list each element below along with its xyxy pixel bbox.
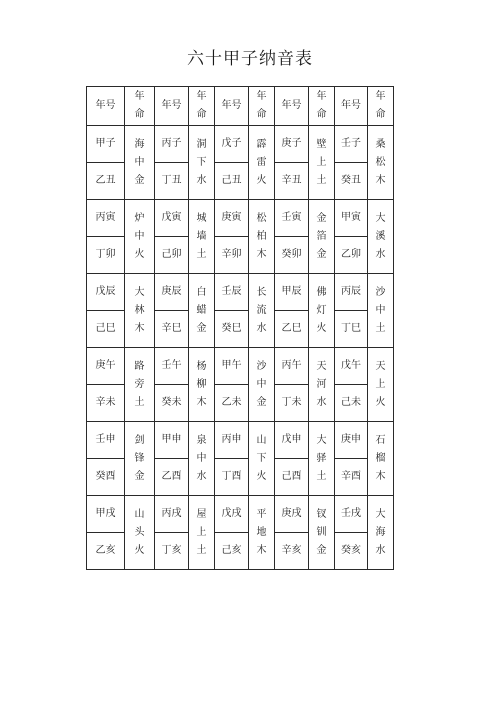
year-cell: 戊寅 [155,200,189,237]
year-cell: 庚午 [87,348,125,385]
year-cell: 己亥 [215,533,249,570]
year-cell: 丙午 [275,348,309,385]
year-cell: 己丑 [215,163,249,200]
year-cell: 甲寅 [335,200,368,237]
fate-label: 天上火 [375,360,386,408]
year-cell: 壬申 [87,422,125,459]
fate-cell [189,200,215,274]
year-cell: 癸卯 [275,237,309,274]
table-row [87,348,394,385]
header-nianming [309,87,335,126]
header-label: 年号 [281,100,302,111]
header-label: 年号 [161,100,182,111]
fate-label: 松柏木 [256,212,267,260]
year-cell: 庚子 [275,126,309,163]
year-cell: 戊戌 [215,496,249,533]
header-label: 年命 [196,91,207,120]
year-cell: 辛亥 [275,533,309,570]
fate-label: 杨柳木 [196,360,207,408]
fate-cell [368,200,394,274]
year-cell: 乙亥 [87,533,125,570]
page-title: 六十甲子纳音表 [187,49,313,69]
fate-label: 大溪水 [375,212,386,260]
header-nianhao [215,87,249,126]
fate-cell [189,496,215,570]
fate-cell [368,496,394,570]
fate-cell [309,348,335,422]
fate-cell [189,422,215,496]
table-row [87,496,394,533]
year-cell: 辛酉 [335,459,368,496]
fate-label: 城墙土 [196,212,207,260]
fate-label: 大海水 [375,508,386,556]
fate-label: 洞下水 [196,138,207,186]
table-row [87,422,394,459]
fate-label: 钗钏金 [316,508,327,556]
fate-cell [125,348,155,422]
year-cell: 乙酉 [155,459,189,496]
fate-label: 路旁土 [134,360,145,408]
year-cell: 丁丑 [155,163,189,200]
year-cell: 己未 [335,385,368,422]
header-label: 年号 [95,100,116,111]
table-row [87,274,394,311]
fate-label: 大林木 [134,286,145,334]
fate-label: 桑松木 [375,138,386,186]
year-cell: 丙寅 [87,200,125,237]
year-cell: 甲子 [87,126,125,163]
fate-cell [189,126,215,200]
year-cell: 壬辰 [215,274,249,311]
fate-cell [125,200,155,274]
year-cell: 癸未 [155,385,189,422]
year-cell: 丙子 [155,126,189,163]
fate-cell [125,496,155,570]
year-cell: 丁未 [275,385,309,422]
year-cell: 戊辰 [87,274,125,311]
fate-cell [249,126,275,200]
fate-cell [125,274,155,348]
year-cell: 壬戌 [335,496,368,533]
fate-label: 佛灯火 [316,286,327,334]
fate-cell [309,126,335,200]
header-nianhao [335,87,368,126]
year-cell: 辛巳 [155,311,189,348]
year-cell: 壬子 [335,126,368,163]
year-cell: 乙丑 [87,163,125,200]
year-cell: 丁酉 [215,459,249,496]
year-cell: 甲申 [155,422,189,459]
year-cell: 甲辰 [275,274,309,311]
year-cell: 庚辰 [155,274,189,311]
year-cell: 戊午 [335,348,368,385]
year-cell: 癸酉 [87,459,125,496]
year-cell: 壬寅 [275,200,309,237]
year-cell: 庚戌 [275,496,309,533]
fate-cell [309,200,335,274]
fate-cell [125,422,155,496]
header-nianming [125,87,155,126]
fate-label: 长流水 [256,286,267,334]
fate-cell [125,126,155,200]
year-cell: 辛未 [87,385,125,422]
fate-label: 屋上土 [196,508,207,556]
fate-cell [249,496,275,570]
year-cell: 己卯 [155,237,189,274]
header-nianming [189,87,215,126]
fate-label: 大驿土 [316,434,327,482]
fate-label: 白蜡金 [196,286,207,334]
fate-cell [249,274,275,348]
year-cell: 壬午 [155,348,189,385]
year-cell: 丁巳 [335,311,368,348]
header-label: 年命 [134,91,145,120]
year-cell: 辛卯 [215,237,249,274]
fate-cell [368,126,394,200]
fate-cell [309,422,335,496]
header-nianhao [155,87,189,126]
fate-label: 壁上土 [316,138,327,186]
header-row [87,87,394,126]
header-label: 年号 [221,100,242,111]
fate-label: 海中金 [134,138,145,186]
fate-label: 剑锋金 [134,434,145,482]
header-nianhao [275,87,309,126]
year-cell: 丙辰 [335,274,368,311]
fate-label: 山下火 [256,434,267,482]
year-cell: 戊申 [275,422,309,459]
fate-cell [249,422,275,496]
year-cell: 癸丑 [335,163,368,200]
fate-label: 炉中火 [134,212,145,260]
fate-cell [189,348,215,422]
fate-cell [309,496,335,570]
year-cell: 甲戌 [87,496,125,533]
fate-cell [249,348,275,422]
fate-cell [189,274,215,348]
year-cell: 丁卯 [87,237,125,274]
header-label: 年命 [256,91,267,120]
year-cell: 癸亥 [335,533,368,570]
table-body [87,87,394,570]
fate-cell [368,274,394,348]
fate-cell [368,348,394,422]
fate-label: 山头火 [134,508,145,556]
header-nianming [249,87,275,126]
year-cell: 乙卯 [335,237,368,274]
year-cell: 庚申 [335,422,368,459]
fate-cell [249,200,275,274]
fate-label: 平地木 [256,508,267,556]
fate-cell [309,274,335,348]
fate-label: 沙中土 [375,286,386,334]
fate-label: 天河水 [316,360,327,408]
year-cell: 己巳 [87,311,125,348]
year-cell: 戊子 [215,126,249,163]
header-nianming [368,87,394,126]
year-cell: 丙戌 [155,496,189,533]
fate-label: 石榴木 [375,434,386,482]
fate-label: 沙中金 [256,360,267,408]
year-cell: 辛丑 [275,163,309,200]
fate-label: 金箔金 [316,212,327,260]
header-label: 年命 [375,91,386,120]
year-cell: 己酉 [275,459,309,496]
year-cell: 丙申 [215,422,249,459]
year-cell: 乙巳 [275,311,309,348]
year-cell: 庚寅 [215,200,249,237]
year-cell: 乙未 [215,385,249,422]
year-cell: 癸巳 [215,311,249,348]
header-label: 年号 [341,100,361,111]
fate-label: 泉中水 [196,434,207,482]
year-cell: 丁亥 [155,533,189,570]
fate-label: 霹雷火 [256,138,267,186]
fate-cell [368,422,394,496]
year-cell: 甲午 [215,348,249,385]
table-row [87,126,394,163]
table-row [87,200,394,237]
header-label: 年命 [316,91,327,120]
header-nianhao [87,87,125,126]
nayin-table [86,86,394,570]
